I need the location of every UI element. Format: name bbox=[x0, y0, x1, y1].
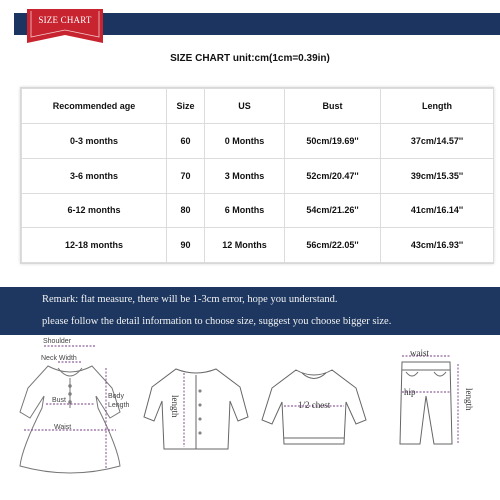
shirt-length-label: length bbox=[170, 395, 180, 418]
table-cell: 6-12 months bbox=[22, 193, 167, 228]
sweater-measure-diagram bbox=[258, 362, 370, 452]
pants-length-label: length bbox=[464, 388, 474, 411]
chest-label: 1/2 chest bbox=[298, 400, 331, 410]
table-cell: 0 Months bbox=[205, 124, 285, 159]
table-row bbox=[22, 124, 494, 159]
header-cell: Size bbox=[167, 89, 205, 124]
table-cell: 43cm/16.93'' bbox=[381, 228, 494, 263]
table-cell: 54cm/21.26'' bbox=[285, 193, 381, 228]
body-label: Body bbox=[108, 393, 124, 400]
table-cell: 39cm/15.35'' bbox=[381, 158, 494, 193]
table-cell: 52cm/20.47'' bbox=[285, 158, 381, 193]
table-cell: 70 bbox=[167, 158, 205, 193]
waist-label: Waist bbox=[54, 424, 72, 431]
table-header-row bbox=[22, 89, 494, 124]
remark-line-2: please follow the detail information to choose size, suggest you choose bigger size. bbox=[42, 316, 392, 327]
table-row bbox=[22, 228, 494, 263]
size-table-box bbox=[20, 87, 494, 264]
table-cell: 3-6 months bbox=[22, 158, 167, 193]
remark-band bbox=[0, 287, 500, 335]
table-cell: 6 Months bbox=[205, 193, 285, 228]
ribbon-label: SIZE CHART bbox=[38, 15, 92, 25]
table-row bbox=[22, 193, 494, 228]
bust-label: Bust bbox=[52, 397, 67, 404]
header-cell: Bust bbox=[285, 89, 381, 124]
pants-measure-diagram bbox=[392, 350, 492, 450]
table-cell: 3 Months bbox=[205, 158, 285, 193]
neck-width-label: Neck Width bbox=[41, 355, 77, 362]
header-cell: Recommended age bbox=[22, 89, 167, 124]
size-table bbox=[21, 88, 494, 263]
shirt-illustration bbox=[140, 365, 252, 455]
table-cell: 80 bbox=[167, 193, 205, 228]
pants-waist-label: waist bbox=[410, 348, 429, 358]
table-cell: 50cm/19.69'' bbox=[285, 124, 381, 159]
dress-illustration bbox=[8, 338, 138, 498]
table-cell: 0-3 months bbox=[22, 124, 167, 159]
shoulder-label: Shoulder bbox=[43, 338, 72, 345]
table-cell: 37cm/14.57'' bbox=[381, 124, 494, 159]
pants-hip-label: hip bbox=[404, 387, 416, 397]
table-cell: 12 Months bbox=[205, 228, 285, 263]
table-cell: 60 bbox=[167, 124, 205, 159]
pants-illustration bbox=[392, 350, 492, 450]
table-cell: 12-18 months bbox=[22, 228, 167, 263]
dress-measure-diagram bbox=[8, 338, 138, 498]
size-chart-ribbon bbox=[27, 9, 103, 47]
shirt-measure-diagram bbox=[140, 365, 252, 455]
table-row bbox=[22, 158, 494, 193]
table-cell: 41cm/16.14'' bbox=[381, 193, 494, 228]
header-cell: Length bbox=[381, 89, 494, 124]
remark-line-1: Remark: flat measure, there will be 1-3cm error, hope you understand. bbox=[42, 294, 338, 305]
header-cell: US bbox=[205, 89, 285, 124]
chart-title: SIZE CHART unit:cm(1cm=0.39in) bbox=[170, 53, 330, 64]
table-cell: 56cm/22.05'' bbox=[285, 228, 381, 263]
table-cell: 90 bbox=[167, 228, 205, 263]
length-label: Length bbox=[108, 402, 130, 409]
